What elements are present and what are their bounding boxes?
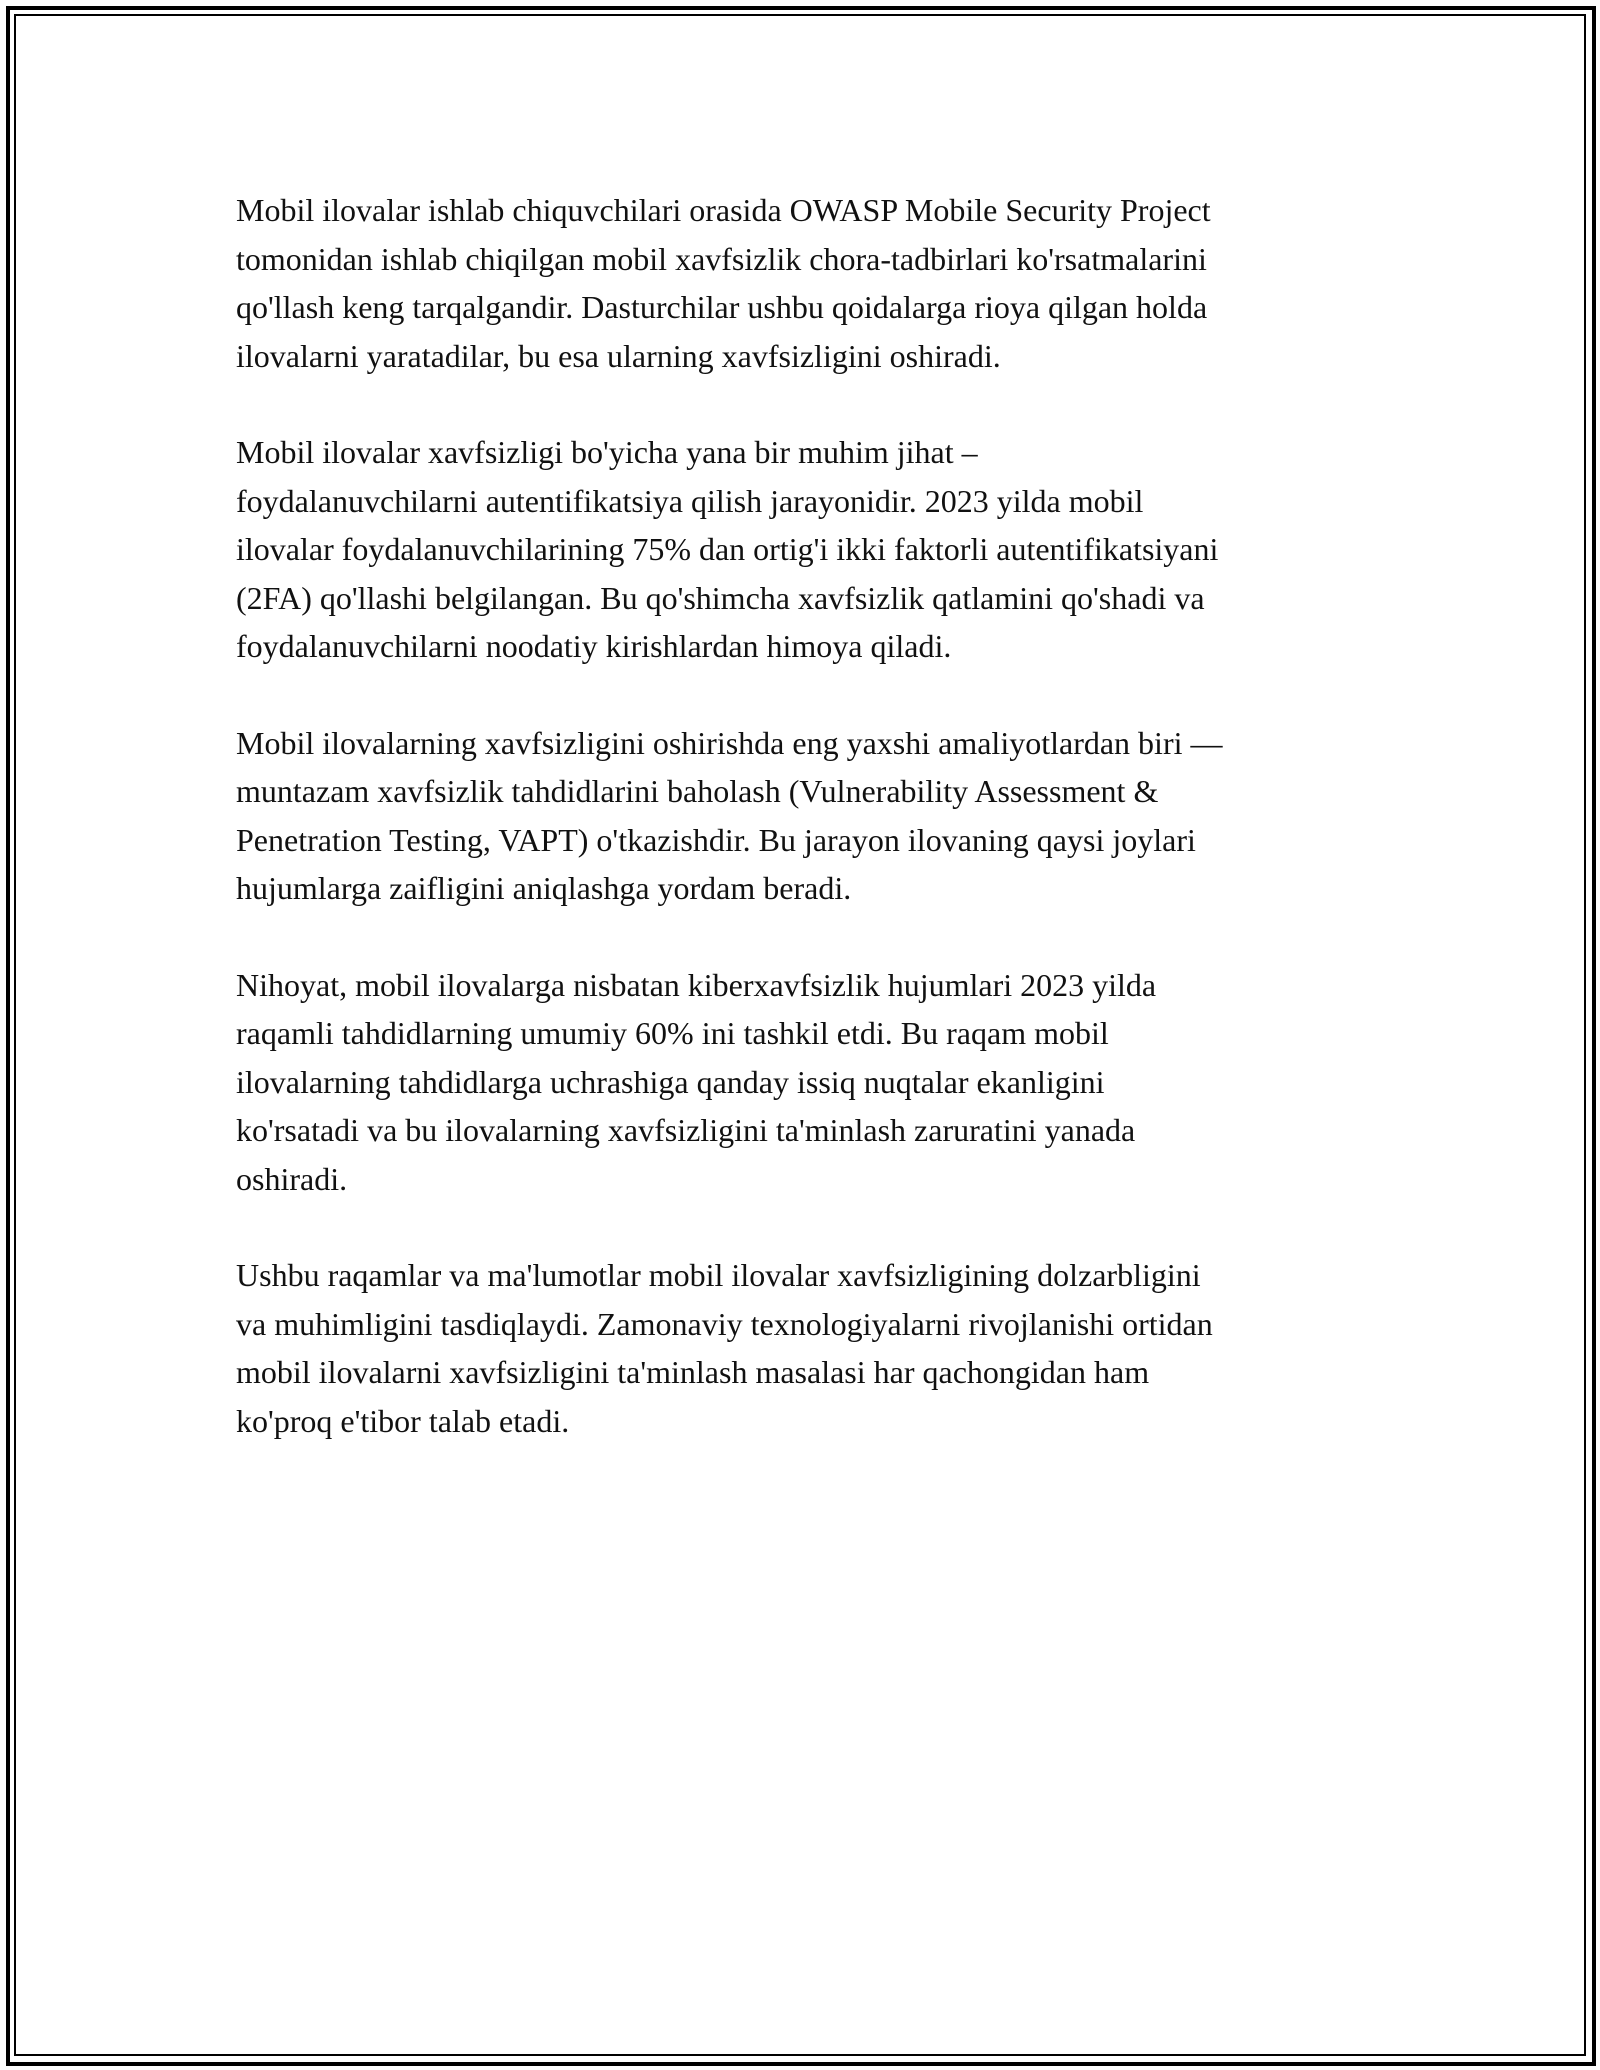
- document-body: [236, 186, 1376, 1493]
- text-line: muntazam xavfsizlik tahdidlarini baholash (Vulnerability Assessment &: [236, 773, 1159, 809]
- paragraph-authentication: [236, 428, 1376, 671]
- text-line: foydalanuvchilarni autentifikatsiya qilish jarayonidir. 2023 yilda mobil: [236, 482, 1144, 519]
- text-line: ilovalarning tahdidlarga uchrashiga qanday issiq nuqtalar ekanligini: [236, 1063, 1105, 1100]
- text-line: ko'proq e'tibor talab etadi.: [236, 1402, 570, 1439]
- paragraph-conclusion: [236, 1251, 1376, 1445]
- text-line: Mobil ilovalar ishlab chiquvchilari orasida OWASP Mobile Security Project: [236, 192, 1211, 228]
- text-line: Mobil ilovalarning xavfsizligini oshirishda eng yaxshi amaliyotlardan biri —: [236, 724, 1223, 761]
- paragraph-owasp: [236, 186, 1376, 380]
- paragraph-cyberattacks: [236, 961, 1376, 1204]
- text-line: Nihoyat, mobil ilovalarga nisbatan kiberxavfsizlik hujumlari 2023 yilda: [236, 966, 1157, 1003]
- text-line: Ushbu raqamlar va ma'lumotlar mobil ilovalar xavfsizligining dolzarbligini: [236, 1257, 1201, 1293]
- text-line: Mobil ilovalar xavfsizligi bo'yicha yana bir muhim jihat –: [236, 434, 978, 470]
- paragraph-vapt: [236, 719, 1376, 913]
- text-line: hujumlarga zaifligini aniqlashga yordam beradi.: [236, 870, 852, 906]
- text-line: ilovalar foydalanuvchilarining 75% dan ortig'i ikki faktorli autentifikatsiyani: [236, 531, 1219, 567]
- text-line: va muhimligini tasdiqlaydi. Zamonaviy texnologiyalarni rivojlanishi ortidan: [236, 1305, 1213, 1342]
- text-line: qo'llash keng tarqalgandir. Dasturchilar ushbu qoidalarga rioya qilgan holda: [236, 289, 1208, 325]
- text-line: foydalanuvchilarni noodatiy kirishlardan himoya qiladi.: [236, 628, 952, 664]
- text-line: tomonidan ishlab chiqilgan mobil xavfsizlik chora-tadbirlari ko'rsatmalarini: [236, 240, 1207, 277]
- text-line: ilovalarni yaratadilar, bu esa ularning xavfsizligini oshiradi.: [236, 337, 1001, 374]
- text-line: Penetration Testing, VAPT) o'tkazishdir. Bu jarayon ilovaning qaysi joylari: [236, 821, 1196, 858]
- text-line: mobil ilovalarni xavfsizligini ta'minlash masalasi har qachongidan ham: [236, 1354, 1150, 1390]
- text-line: raqamli tahdidlarning umumiy 60% ini tashkil etdi. Bu raqam mobil: [236, 1015, 1109, 1051]
- text-line: oshiradi.: [236, 1160, 348, 1197]
- text-line: (2FA) qo'llashi belgilangan. Bu qo'shimcha xavfsizlik qatlamini qo'shadi va: [236, 579, 1205, 616]
- text-line: ko'rsatadi va bu ilovalarning xavfsizligini ta'minlash zaruratini yanada: [236, 1112, 1136, 1148]
